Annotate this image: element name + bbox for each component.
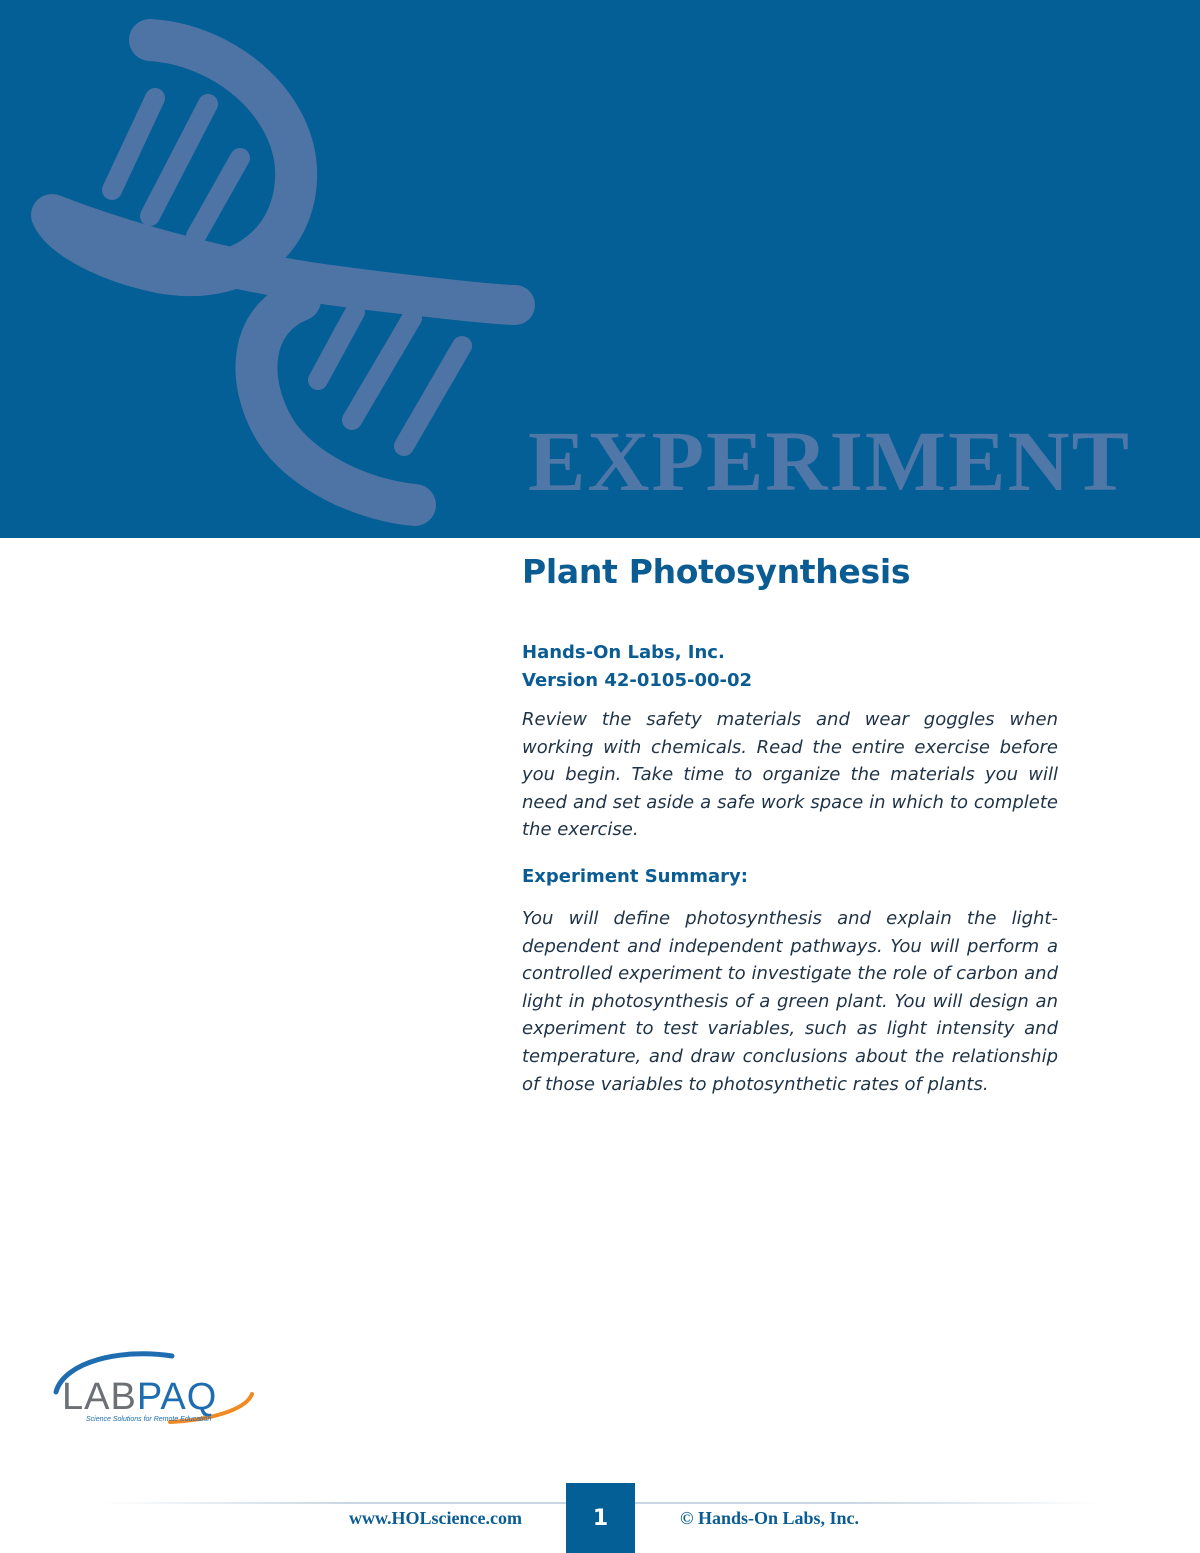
document-body — [522, 548, 1058, 1098]
header-banner — [0, 0, 1200, 538]
summary-paragraph: You will define photosynthesis and explain the light-dependent and independent pathways. You will perform a controlled experiment to investigate the role of carbon and light in photosynthesis of a green plant. You will design an experiment to test variables, such as light intensity and temperature, and draw conclusions about the relationship of those variables to photosynthetic rates of plants. — [522, 907, 1058, 1095]
organization-name: Hands-On Labs, Inc. — [522, 642, 725, 663]
page-title: Plant Photosynthesis — [522, 552, 911, 591]
summary-heading: Experiment Summary: — [522, 865, 748, 887]
labpaq-logo — [50, 1350, 262, 1430]
experiment-banner-title: EXPERIMENT — [528, 413, 1131, 509]
safety-notice: Review the safety materials and wear goggles when working with chemicals. Read the entire exercise before you begin. Take time to organize the materials you will need and set aside a safe work space in which to complete the exercise. — [522, 709, 1058, 841]
version-label: Version 42-0105-00-02 — [522, 670, 753, 691]
page-number: 1 — [566, 1483, 635, 1553]
logo-tagline: Science Solutions for Remote Education — [86, 1416, 212, 1423]
logo-wordmark: LABPAQ — [62, 1376, 218, 1418]
dna-helix-icon — [0, 0, 560, 538]
footer-website: www.HOLscience.com — [349, 1508, 522, 1528]
footer-copyright: © Hands-On Labs, Inc. — [680, 1508, 860, 1528]
